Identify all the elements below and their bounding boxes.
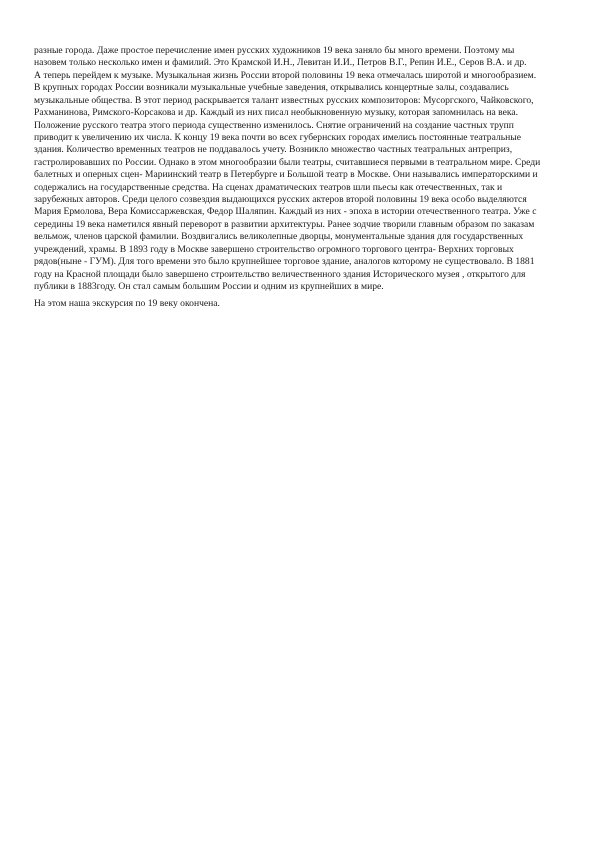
text-line: приводит к увеличению их числа. К концу 19 века почти во всех губернских городах имелись постоянные театральные <box>34 132 521 144</box>
text-line: учреждений, храмы. В 1893 году в Москве завершено строительство огромного торгового центра- Верхних торговых <box>34 243 514 255</box>
text-line: Рахманинова, Римского-Корсакова и др. Каждый из них писал необыкновенную музыку, которая запомнилась на века. <box>34 107 519 119</box>
text-line: музыкальные общества. В этот период раскрывается талант известных русских композиторов: Мусоргского, Чайковского, <box>34 94 534 106</box>
paragraph-conclusion <box>34 298 220 310</box>
text-line: гастролировавших по России. Однако в этом многообразии были театры, считавшиеся первыми в театральном мире. Среди <box>34 156 541 168</box>
text-line: назовем только несколько имен и фамилий. Это Крамской И.Н., Левитан И.И., Петров В.Г., Репин И.Е., Серов В.А. и др. <box>34 57 527 69</box>
paragraph-music-theatre-architecture <box>34 70 540 293</box>
paragraph-painters <box>34 45 527 70</box>
text-line: А теперь перейдем к музыке. Музыкальная жизнь России второй половины 19 века отмечалась широтой и многообразием. <box>34 70 537 81</box>
text-line: году на Красной площади было завершено строительство величественного здания Исторического музея , открытого для <box>34 268 526 280</box>
text-line: здания. Количество временных театров не поддавалось учету. Возникло множество частных театральных антреприз, <box>34 144 513 156</box>
text-line: Положение русского театра этого периода существенно изменилось. Снятие ограничений на создание частных трупп <box>34 119 514 131</box>
text-line: вельмож, членов царской фамилии. Воздвигались великолепные дворцы, монументальные здания для государственных <box>34 231 524 243</box>
text-line: Мария Ермолова, Вера Комиссаржевская, Федор Шаляпин. Каждый из них - эпоха в истории отечественного театра. Уже с <box>34 206 537 218</box>
text-line: середины 19 века наметился явный переворот в развитии архитектуры. Ранее зодчие творили главным образом по заказам <box>34 218 535 230</box>
text-line: В крупных городах России возникали музыкальные учебные заведения, открывались концертные залы, создавались <box>34 82 509 94</box>
text-line: рядов(ныне - ГУМ). Для того времени это было крупнейшее торговое здание, аналогов которому не существовало. В 1881 <box>34 256 535 268</box>
text-line: балетных и оперных сцен- Мариинский театр в Петербурге и Большой театр в Москве. Они назывались императорскими и <box>34 169 538 181</box>
text-line: публики в 1883году. Он стал самым большим России и одним из крупнейших в мире. <box>34 280 384 292</box>
text-line: разные города. Даже простое перечисление имен русских художников 19 века заняло бы много времени. Поэтому мы <box>34 45 515 56</box>
text-line: На этом наша экскурсия по 19 веку окончена. <box>34 298 220 309</box>
text-line: содержались на государственные средства. На сценах драматических театров шли пьесы как отечественных, так и <box>34 181 503 193</box>
text-line: зарубежных авторов. Среди целого созвездия выдающихся русских актеров второй половины 19 века особо выделяются <box>34 194 527 206</box>
